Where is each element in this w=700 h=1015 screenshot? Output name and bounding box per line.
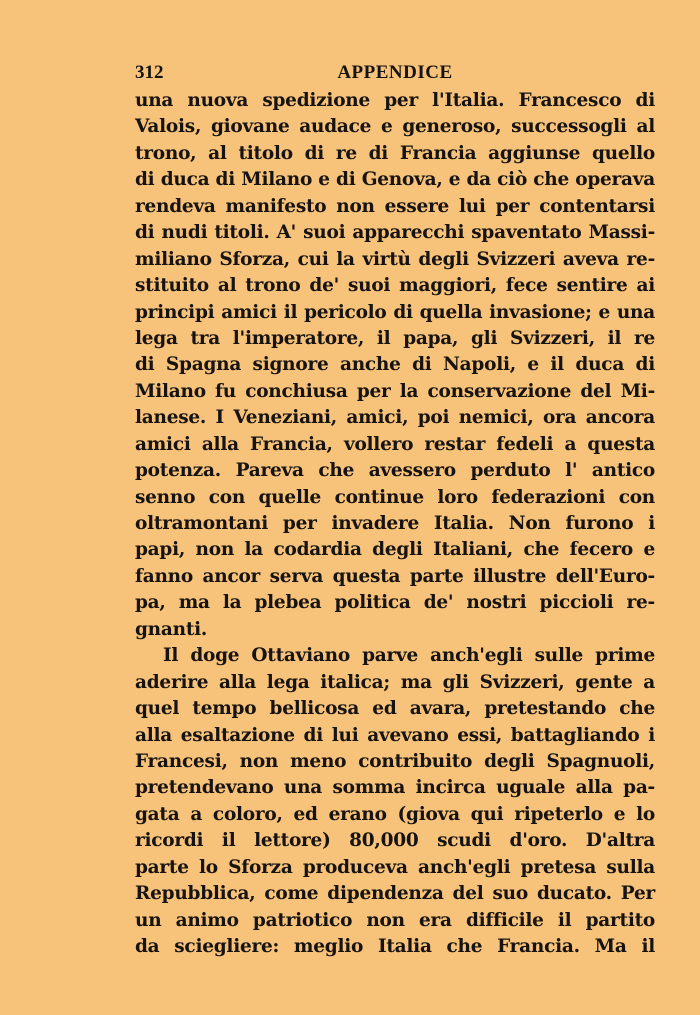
running-head: APPENDICE	[337, 62, 453, 83]
text-line: gata a coloro, ed erano (giova qui ripeterlo e lo	[135, 803, 655, 825]
text-line: parte lo Sforza produceva anch'egli pretesa sulla	[135, 856, 655, 878]
text-line: alla esaltazione di lui avevano essi, battagliando i	[135, 724, 655, 746]
text-line: Milano fu conchiusa per la conservazione del Mi-	[135, 380, 655, 402]
text-line: stituito al trono de' suoi maggiori, fece sentire ai	[135, 275, 655, 297]
text-line: Repubblica, come dipendenza del suo ducato. Per	[135, 883, 655, 905]
text-line: senno con quelle continue loro federazioni con	[135, 486, 655, 508]
text-line: quel tempo bellicosa ed avara, pretestando che	[135, 698, 655, 720]
text-line-paragraph-start: Il doge Ottaviano parve anch'egli sulle prime	[163, 645, 655, 667]
text-line: trono, al titolo di re di Francia aggiunse quello	[135, 142, 655, 164]
page-number: 312	[135, 62, 164, 83]
text-line: Francesi, non meno contribuito degli Spagnuoli,	[135, 750, 655, 772]
text-line: di duca di Milano e di Genova, e da ciò che operava	[135, 169, 655, 191]
page-header	[135, 58, 655, 88]
text-line: aderire alla lega italica; ma gli Svizzeri, gente a	[135, 671, 655, 693]
text-line: pretendevano una somma incirca uguale alla pa-	[135, 777, 655, 799]
text-line: papi, non la codardia degli Italiani, che fecero e	[135, 539, 655, 561]
text-line: pa, ma la plebea politica de' nostri piccioli re-	[135, 592, 655, 614]
text-line: ricordi il lettore) 80,000 scudi d'oro. D'altra	[135, 830, 655, 852]
text-line: di nudi titoli. A' suoi apparecchi spaventato Massi-	[135, 222, 655, 244]
text-line: principi amici il pericolo di quella invasione; e una	[135, 301, 655, 323]
text-line: amici alla Francia, vollero restar fedeli a questa	[135, 433, 655, 455]
text-line: lanese. I Veneziani, amici, poi nemici, ora ancora	[135, 407, 655, 429]
text-line: rendeva manifesto non essere lui per contentarsi	[135, 195, 655, 217]
body-text	[135, 88, 655, 960]
text-line: di Spagna signore anche di Napoli, e il duca di	[135, 354, 655, 376]
text-line: un animo patriotico non era difficile il partito	[135, 909, 655, 931]
text-line: una nuova spedizione per l'Italia. Francesco di	[135, 90, 655, 111]
text-line: potenza. Pareva che avessero perduto l' antico	[135, 460, 655, 482]
text-line: lega tra l'imperatore, il papa, gli Svizzeri, il re	[135, 327, 655, 349]
text-line: da sciegliere: meglio Italia che Francia. Ma il	[135, 936, 655, 957]
text-line: Valois, giovane audace e generoso, successogli al	[135, 116, 655, 138]
text-line: fanno ancor serva questa parte illustre dell'Euro-	[135, 565, 655, 587]
book-page	[135, 58, 655, 960]
text-line: oltramontani per invadere Italia. Non furono i	[135, 513, 655, 534]
text-line: miliano Sforza, cui la virtù degli Svizzeri aveva re-	[135, 248, 655, 270]
text-line-paragraph-end: gnanti.	[135, 618, 208, 640]
